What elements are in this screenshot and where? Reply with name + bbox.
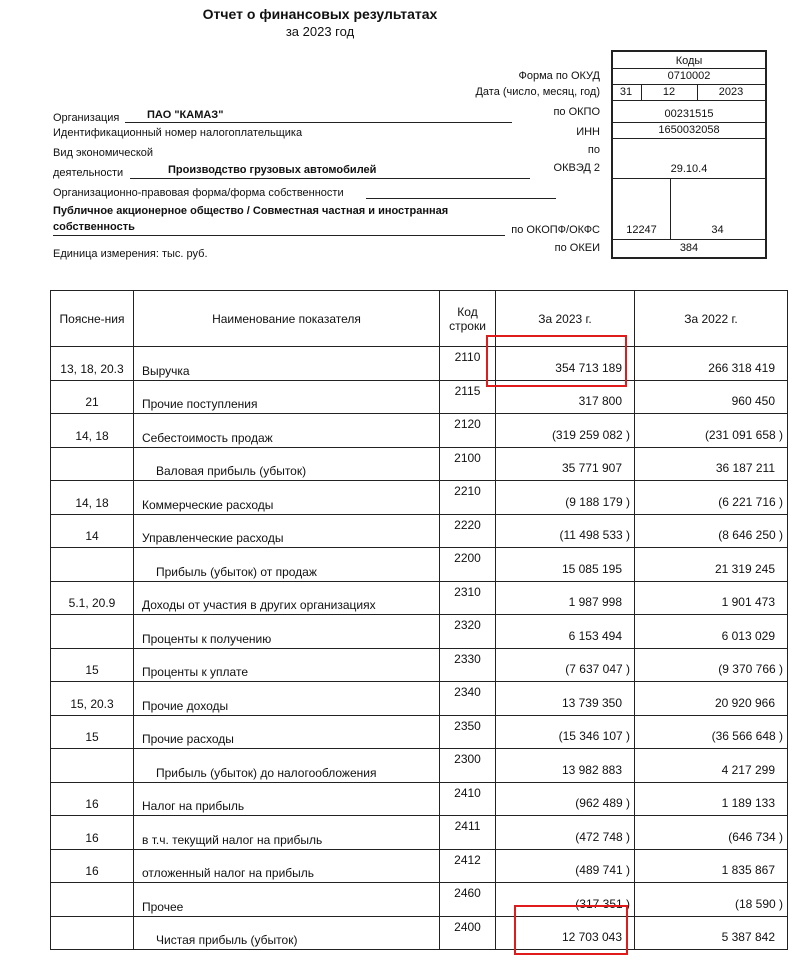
org-name: ПАО "КАМАЗ" <box>147 109 224 121</box>
row-value-2023: (7 637 047 ) <box>565 662 630 676</box>
row-code: 2411 <box>454 819 481 833</box>
table-row <box>51 749 788 783</box>
row-code: 2115 <box>454 383 481 398</box>
row-value-2022: 6 013 029 <box>721 628 775 643</box>
unit-label: Единица измерения: тыс. руб. <box>53 248 208 260</box>
row-value-2022: (18 590 ) <box>734 896 783 911</box>
table-body <box>51 347 788 950</box>
row-note: 14, 18 <box>75 428 109 443</box>
highlight-revenue <box>486 335 627 387</box>
row-value-2022: (8 646 250 ) <box>718 528 783 542</box>
row-value-2023: (472 748 ) <box>575 829 630 844</box>
row-value-2022: 4 217 299 <box>721 762 775 777</box>
table-row <box>51 380 788 414</box>
row-code: 2350 <box>454 718 481 733</box>
row-note: 15 <box>85 663 99 677</box>
legal-form-underline <box>366 198 556 199</box>
row-value-2022: 1 189 133 <box>721 796 775 810</box>
okpo-value: 00231515 <box>664 108 714 120</box>
row-value-2023: 15 085 195 <box>561 561 622 576</box>
row-code: 2300 <box>454 752 481 766</box>
row-value-2022: 1 835 867 <box>721 863 775 877</box>
row-value-2023: (15 346 107 ) <box>558 729 630 743</box>
row-note: 16 <box>85 864 99 878</box>
row-note: 16 <box>85 797 99 811</box>
report-period: за 2023 год <box>285 24 355 39</box>
table-row <box>51 648 788 682</box>
header-note: Поясне-ния <box>51 291 134 347</box>
table-row <box>51 414 788 448</box>
codes-title: Коды <box>675 55 703 67</box>
row-value-2022: 36 187 211 <box>715 461 775 475</box>
org-underline <box>125 122 512 123</box>
okved-label: ОКВЭД 2 <box>553 162 600 174</box>
po-label: по <box>587 144 600 156</box>
table-row <box>51 481 788 515</box>
okei-label: по ОКЕИ <box>554 242 600 254</box>
legal-form-1: Публичное акционерное общество / Совместная частная и иностранная <box>53 205 449 217</box>
okei-value: 384 <box>679 242 699 254</box>
table-row <box>51 581 788 615</box>
row-note: 13, 18, 20.3 <box>60 361 124 376</box>
row-note: 14, 18 <box>75 495 109 510</box>
date-month: 12 <box>662 86 676 98</box>
table-row <box>51 615 788 649</box>
row-value-2023: 6 153 494 <box>568 628 622 643</box>
row-name: Коммерческие расходы <box>142 497 274 512</box>
row-value-2023: (489 741 ) <box>575 863 630 877</box>
row-name: Чистая прибыль (убыток) <box>156 933 298 947</box>
row-value-2022: 21 319 245 <box>714 561 775 576</box>
row-code: 2412 <box>454 852 481 867</box>
row-code: 2210 <box>454 484 481 498</box>
table-row <box>51 715 788 749</box>
okud-label: Форма по ОКУД <box>518 70 600 82</box>
row-note: 15, 20.3 <box>70 696 114 711</box>
row-value-2023: 13 982 883 <box>561 762 622 777</box>
row-code: 2200 <box>454 551 481 565</box>
row-code: 2320 <box>454 618 481 632</box>
row-name: в т.ч. текущий налог на прибыль <box>142 832 323 847</box>
row-name: Прочие поступления <box>142 397 258 411</box>
okopf-value: 12247 <box>626 224 657 236</box>
activity-label-1: Вид экономической <box>53 147 154 159</box>
row-value-2023: (319 259 082 ) <box>551 427 630 442</box>
table-row <box>51 916 788 950</box>
row-value-2023: 12 703 043 <box>561 930 622 944</box>
row-value-2023: (962 489 ) <box>575 796 630 810</box>
inn-label: ИНН <box>576 126 600 138</box>
row-value-2022: 266 318 419 <box>708 360 775 375</box>
row-value-2023: 35 771 907 <box>561 461 622 475</box>
inn-value: 1650032058 <box>658 124 720 136</box>
row-code: 2460 <box>454 886 481 900</box>
activity-underline <box>130 178 530 179</box>
row-code: 2410 <box>454 785 481 800</box>
row-note: 5.1, 20.9 <box>68 596 116 610</box>
row-name: Проценты к уплате <box>142 665 248 679</box>
row-note: 15 <box>85 730 99 744</box>
table-row <box>51 849 788 883</box>
highlight-net-profit <box>514 905 628 955</box>
row-value-2023: 354 713 189 <box>555 360 622 375</box>
okopf-label: по ОКОПФ/ОКФС <box>511 224 600 236</box>
row-value-2023: 1 987 998 <box>568 595 622 609</box>
legal-form-label: Организационно-правовая форма/форма собственности <box>53 187 344 199</box>
row-code: 2310 <box>454 584 481 599</box>
row-name: Управленческие расходы <box>142 531 284 545</box>
table-row <box>51 782 788 816</box>
row-value-2022: 960 450 <box>731 394 775 408</box>
row-value-2023: (11 498 533 ) <box>559 528 630 542</box>
row-name: Себестоимость продаж <box>142 430 273 445</box>
inn-caption: Идентификационный номер налогоплательщика <box>53 127 303 139</box>
legal-form-2: собственность <box>53 221 135 233</box>
table-row <box>51 816 788 850</box>
row-code: 2400 <box>454 919 481 934</box>
row-name: Валовая прибыль (убыток) <box>156 464 307 478</box>
table-row <box>51 514 788 548</box>
okpo-label: по ОКПО <box>553 106 600 118</box>
row-name: отложенный налог на прибыль <box>142 866 315 880</box>
report-title: Отчет о финансовых результатах <box>202 6 438 22</box>
table-row <box>51 447 788 481</box>
header-code: Код строки <box>440 291 496 347</box>
header-name: Наименование показателя <box>134 291 440 347</box>
date-year: 2023 <box>718 86 744 98</box>
table-row <box>51 682 788 716</box>
row-value-2022: (36 566 648 ) <box>711 729 783 743</box>
okved-value: 29.10.4 <box>670 163 708 175</box>
row-value-2022: (9 370 766 ) <box>718 662 783 676</box>
activity-value: Производство грузовых автомобилей <box>168 164 377 176</box>
row-name: Прибыль (убыток) от продаж <box>156 564 317 579</box>
row-value-2022: 1 901 473 <box>721 595 775 609</box>
row-name: Доходы от участия в других организациях <box>142 598 376 612</box>
row-value-2023: (9 188 179 ) <box>565 494 630 509</box>
table-row <box>51 347 788 381</box>
date-day: 31 <box>619 86 633 98</box>
row-code: 2100 <box>454 450 481 465</box>
row-name: Прибыль (убыток) до налогообложения <box>156 765 377 780</box>
row-code: 2330 <box>454 651 481 666</box>
row-name: Проценты к получению <box>142 631 272 646</box>
row-code: 2340 <box>454 685 481 699</box>
row-note: 14 <box>85 529 99 543</box>
okfs-value: 34 <box>711 224 724 236</box>
activity-label-2: деятельности <box>53 167 124 179</box>
row-value-2022: (231 091 658 ) <box>704 427 783 442</box>
org-label: Организация <box>53 112 120 124</box>
row-value-2022: 5 387 842 <box>721 930 775 944</box>
header-2022: За 2022 г. <box>635 291 788 347</box>
row-value-2022: 20 920 966 <box>714 695 775 710</box>
header-2023: За 2023 г. <box>496 291 635 347</box>
row-note: 21 <box>85 395 99 409</box>
financial-results-table <box>50 290 788 950</box>
row-value-2023: (317 351 ) <box>575 896 630 911</box>
row-name: Выручка <box>142 363 190 378</box>
row-name: Прочие расходы <box>142 732 234 746</box>
row-note: 16 <box>85 830 99 845</box>
row-value-2022: (6 221 716 ) <box>718 494 783 509</box>
table-row <box>51 883 788 917</box>
row-name: Налог на прибыль <box>142 799 245 813</box>
row-code: 2220 <box>454 517 481 532</box>
row-name: Прочее <box>142 899 184 914</box>
row-value-2023: 317 800 <box>578 394 622 408</box>
table-row <box>51 548 788 582</box>
okud-value: 0710002 <box>667 70 711 82</box>
row-value-2023: 13 739 350 <box>561 695 622 710</box>
row-code: 2110 <box>454 350 481 364</box>
row-code: 2120 <box>454 417 481 431</box>
date-label: Дата (число, месяц, год) <box>475 86 600 98</box>
row-value-2022: (646 734 ) <box>728 829 783 844</box>
codes-box <box>611 50 767 259</box>
table-header-row <box>51 291 788 347</box>
row-name: Прочие доходы <box>142 698 229 713</box>
